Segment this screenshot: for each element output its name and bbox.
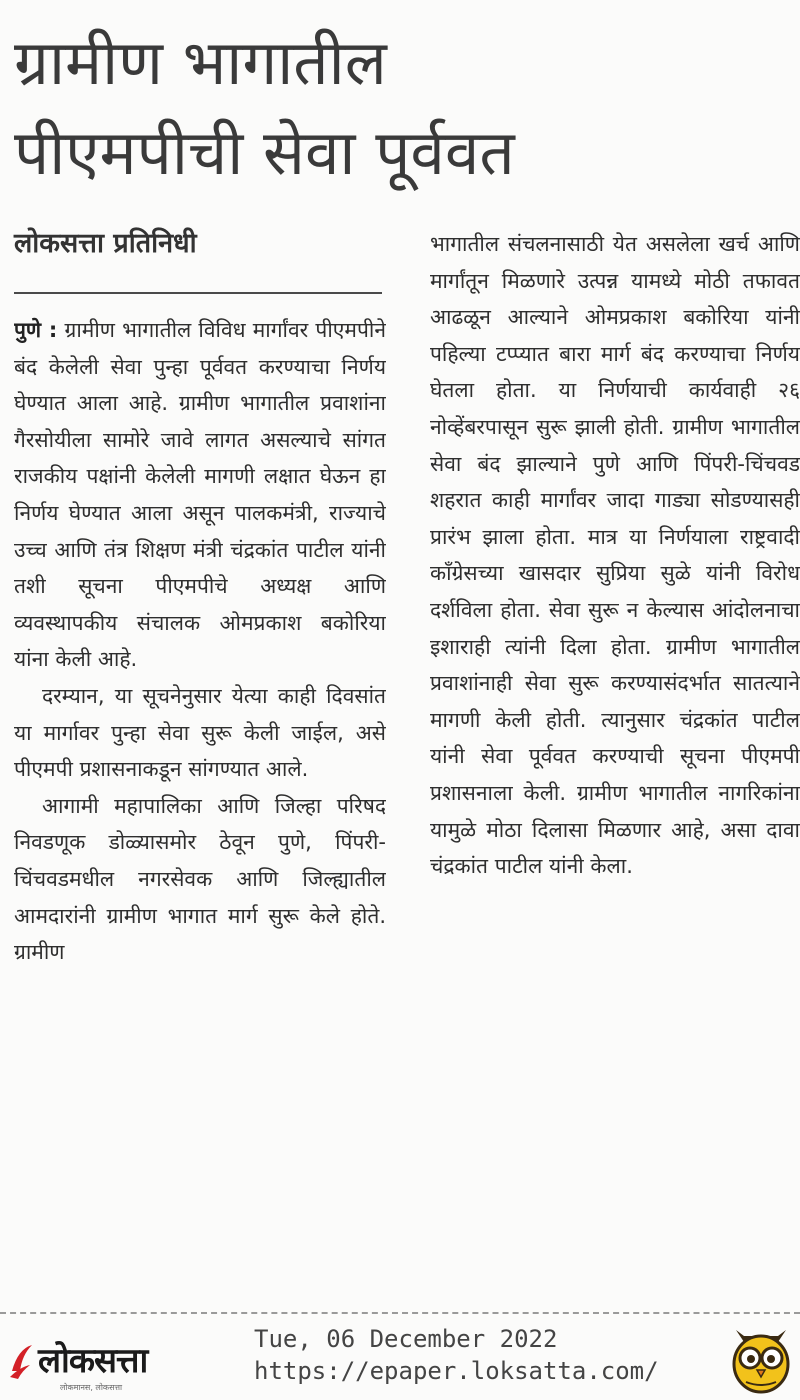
article-column-right	[430, 226, 800, 1286]
edition-date: Tue, 06 December 2022	[254, 1325, 558, 1353]
byline: लोकसत्ता प्रतिनिधी	[14, 228, 197, 259]
article-column-left	[14, 312, 386, 1280]
logo-wordmark: लोकसत्ता	[38, 1341, 148, 1381]
article-paragraph: आगामी महापालिका आणि जिल्हा परिषद निवडणूक डोळ्यासमोर ठेवून पुणे, पिंपरी-चिंचवडमधील नगरसेवक आणि जिल्ह्यातील आमदारांनी ग्रामीण भागात मार्ग सुरू केले होते. ग्रामीण	[14, 793, 386, 965]
byline-divider	[14, 292, 382, 294]
logo-swoosh-icon	[8, 1341, 34, 1381]
dateline: पुणे :	[14, 318, 58, 342]
article-paragraph: भागातील संचलनासाठी येत असलेला खर्च आणि मार्गांतून मिळणारे उत्पन्न यामध्ये मोठी तफावत आढळून आल्याने ओमप्रकाश बकोरिया यांनी पहिल्या टप्प्यात बारा मार्ग बंद करण्याचा निर्णय घेतला होता. या निर्णयाची कार्यवाही २६ नोव्हेंबरपासून सुरू झाली होती. ग्रामीण भागातील सेवा बंद झाल्याने पुणे आणि पिंपरी-चिंचवड शहरात काही मार्गांवर जादा गाड्या सोडण्यासही प्रारंभ झाला होता. मात्र या निर्णयाला राष्ट्रवादी काँग्रेसच्या खासदार सुप्रिया सुळे यांनी विरोध दर्शविला होता. सेवा सुरू न केल्यास आंदोलनाचा इशाराही त्यांनी दिला होता. ग्रामीण भागातील प्रवाशांनाही सेवा सुरू करण्यासंदर्भात सातत्याने मागणी केली होती. त्यानुसार चंद्रकांत पाटील यांनी सेवा पूर्ववत करण्याची सूचना पीएमपी प्रशासनाला केली. ग्रामीण भागातील नागरिकांना यामुळे मोठा दिलासा मिळणार आहे, असा दावा चंद्रकांत पाटील यांनी केला.	[430, 232, 800, 879]
article-paragraph	[14, 312, 386, 678]
headline-line-1: ग्रामीण भागातील	[14, 26, 387, 99]
epaper-url[interactable]: https://epaper.loksatta.com/	[254, 1357, 659, 1385]
loksatta-logo	[8, 1338, 244, 1384]
headline	[14, 18, 794, 198]
logo-tagline: लोकमानस, लोकसत्ता	[60, 1383, 123, 1392]
headline-line-2: पीएमपीची सेवा पूर्ववत	[14, 116, 515, 189]
owl-mascot-icon	[726, 1316, 796, 1396]
article-paragraph: दरम्यान, या सूचनेनुसार येत्या काही दिवसांत या मार्गावर पुन्हा सेवा सुरू केली जाईल, असे पीएमपी प्रशासनाकडून सांगण्यात आले.	[14, 683, 386, 782]
footer-divider	[0, 1312, 800, 1314]
paragraph-text: ग्रामीण भागातील विविध मार्गांवर पीएमपीने बंद केलेली सेवा पुन्हा पूर्ववत करण्याचा निर्णय घेण्यात आला आहे. ग्रामीण भागातील प्रवाशांना गैरसोयीला सामोरे जावे लागत असल्याचे सांगत राजकीय पक्षांनी केलेली मागणी लक्षात घेऊन हा निर्णय घेण्यात आला असून पालकमंत्री, राज्याचे उच्च आणि तंत्र शिक्षण मंत्री चंद्रकांत पाटील यांनी तशी सूचना पीएमपीचे अध्यक्ष आणि व्यवस्थापकीय संचालक ओमप्रकाश बकोरिया यांना केली आहे.	[14, 318, 386, 672]
